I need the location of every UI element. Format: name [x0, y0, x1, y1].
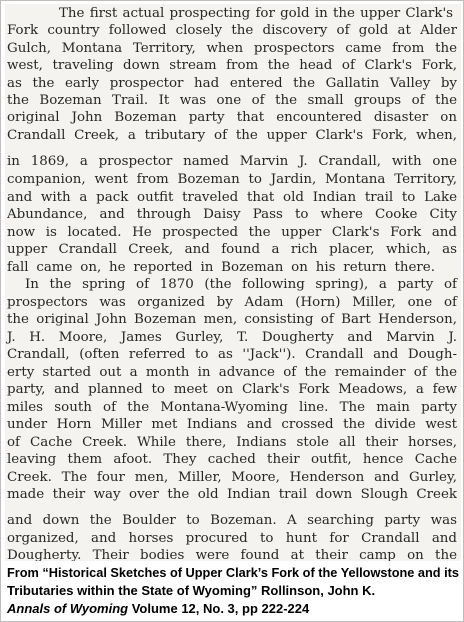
text-line: companion, went from Bozeman to Jardin, Montana Territory,: [7, 172, 457, 187]
text-line: now is located. He prospected the upper Clark's Fork and: [7, 225, 457, 240]
caption-line: From “Historical Sketches of Upper Clark’s Fork of the Yellowstone and its: [7, 565, 459, 580]
text-line: erty started out a month in advance of the remainder of the: [7, 365, 457, 380]
text-line: In the spring of 1870 (the following spring), a party of: [25, 277, 457, 292]
caption-line: [7, 600, 459, 618]
text-line: the Bozeman Trail. It was one of the small groups of the: [7, 93, 457, 108]
text-line: Fork country followed closely the discovery of gold at Alder: [7, 23, 457, 38]
text-line: as the early prospector had entered the Gallatin Valley by: [7, 76, 457, 91]
text-line: west, traveling down stream from the head of Clark's Fork,: [7, 58, 457, 73]
text-line: prospectors was organized by Adam (Horn) Miller, one of: [7, 295, 457, 310]
text-line: in 1869, a prospector named Marvin J. Crandall, with one: [7, 154, 457, 169]
text-line: party, and planned to meet on Clark's Fork Meadows, a few: [7, 382, 457, 397]
text-line: Crandall, (often referred to as ''Jack''). Crandall and Dough-: [7, 347, 457, 362]
text-line: Dougherty. Their bodies were found at their camp on the: [7, 548, 457, 561]
text-line: The first actual prospecting for gold in the upper Clark's: [59, 6, 453, 21]
text-line: leaving them afoot. They cached their outfit, hence Cache: [7, 452, 457, 467]
journal-title: Annals of Wyoming: [7, 601, 129, 616]
text-line: the original John Bozeman men, consisting of Bart Henderson,: [7, 312, 457, 327]
text-line: Creek. The four men, Miller, Moore, Henderson and Gurley,: [7, 470, 457, 485]
text-line: Abundance, and through Daisy Pass to where Cooke City: [7, 207, 457, 222]
scanned-page: [5, 4, 461, 561]
text-line: miles south of the Montana-Wyoming line. The main party: [7, 400, 457, 415]
text-line: Crandall Creek, a tributary of the upper Clark's Fork, when,: [7, 128, 457, 143]
text-line: fall came on, he reported in Bozeman on his return there.: [7, 260, 435, 275]
source-caption: [7, 564, 459, 618]
text-line: upper Crandall Creek, and found a rich placer, which, as: [7, 242, 457, 257]
text-line: and down the Boulder to Bozeman. A searching party was: [7, 513, 457, 528]
caption-line: Tributaries within the State of Wyoming” Rollinson, John K.: [7, 583, 376, 598]
text-line: J. H. Moore, James Gurley, T. Dougherty and Marvin J.: [7, 330, 457, 345]
text-line: original John Bozeman party that encountered disaster on: [7, 110, 457, 125]
text-line: Gulch, Montana Territory, when prospectors came from the: [7, 41, 457, 56]
text-line: and with a pack outfit traveled that old Indian trail to Lake: [7, 190, 457, 205]
text-line: of Cache Creek. While there, Indians stole all their horses,: [7, 435, 457, 450]
text-line: under Horn Miller met Indians and crossed the divide west: [7, 417, 457, 432]
text-line: organized, and horses procured to hunt for Crandall and: [7, 531, 457, 546]
journal-citation: Volume 12, No. 3, pp 222-224: [128, 601, 310, 616]
text-line: made their way over the old Indian trail down Slough Creek: [7, 487, 457, 502]
